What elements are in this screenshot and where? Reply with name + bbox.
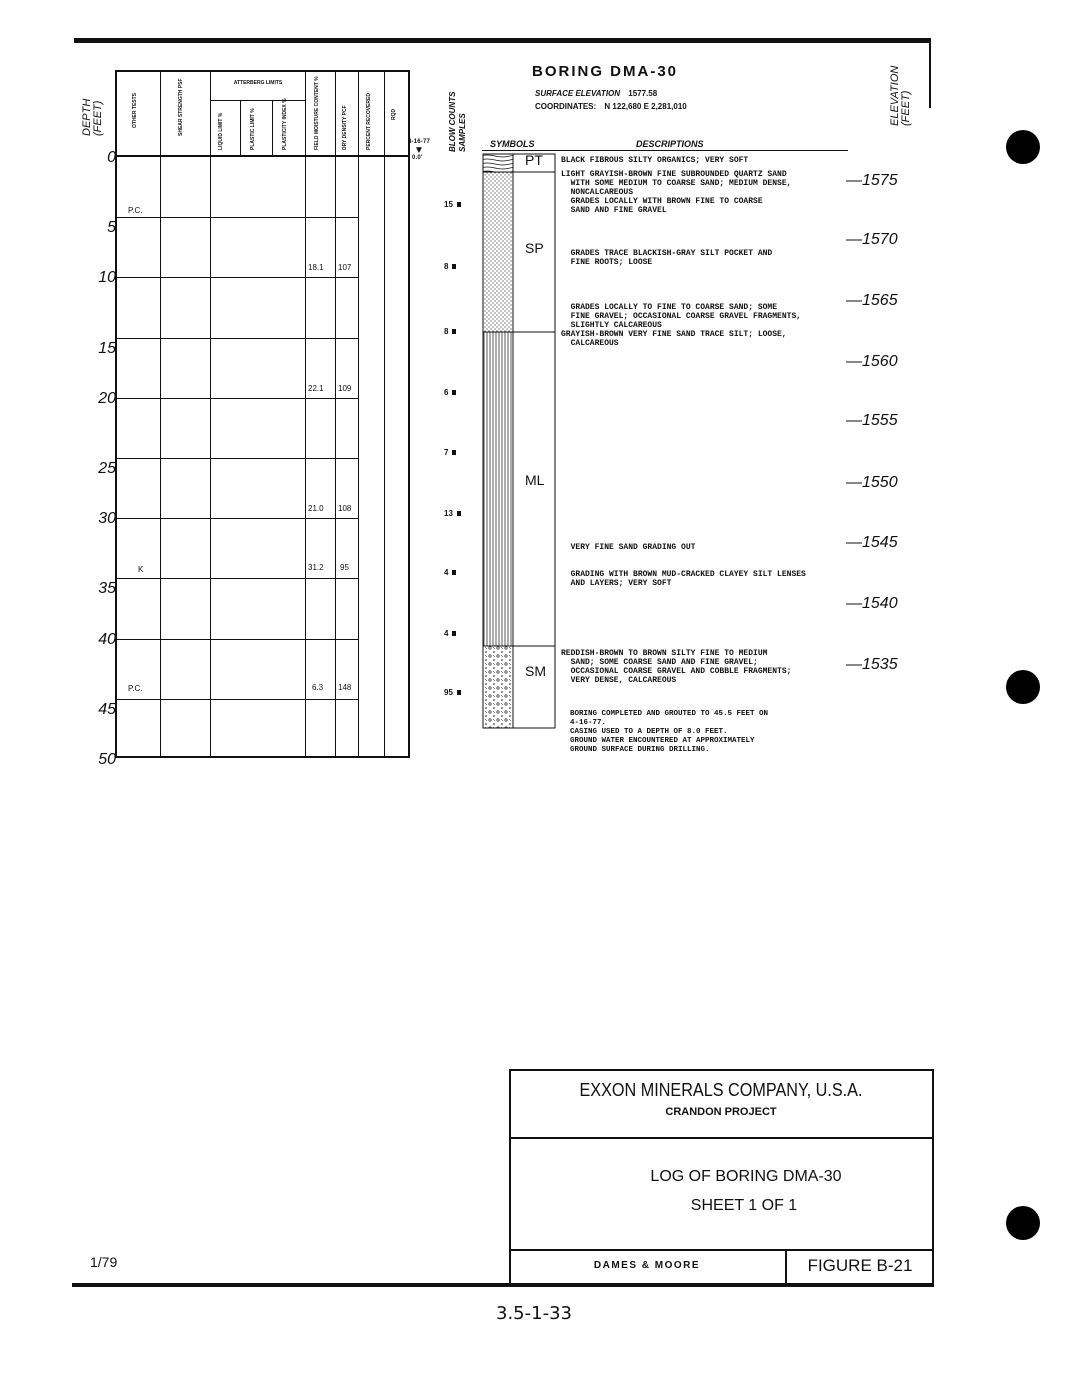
density-value: 148: [338, 683, 352, 692]
elevation-label: —1540: [846, 595, 898, 612]
depth-label: 45: [98, 700, 116, 718]
depth-gridline: [115, 699, 358, 700]
depth-label: 5: [107, 219, 116, 237]
depth-label: 30: [98, 510, 116, 528]
project-name: CRANDON PROJECT: [665, 1106, 777, 1118]
blow-count: 4: [444, 568, 472, 577]
surface-elevation: SURFACE ELEVATION 1577.58: [535, 89, 658, 98]
elevation-label: —1555: [846, 412, 898, 429]
col-line: [160, 70, 161, 756]
footer-date: 1/79: [90, 1254, 118, 1270]
header-other-tests: OTHER TESTS: [132, 92, 138, 128]
col-line: [384, 70, 385, 756]
header-moisture: FIELD MOISTURE CONTENT %: [314, 76, 320, 150]
header-dry-density: DRY DENSITY PCF: [342, 105, 348, 150]
blow-count: 8: [444, 262, 472, 271]
description: LIGHT GRAYISH-BROWN FINE SUBROUNDED QUARTZ SAND WITH SOME MEDIUM TO COARSE SAND; MEDIUM DENSE, NONCALCAREOUS GRADES LOCALLY WITH BROWN FINE TO COARSE SAND AND FINE GRAVEL: [561, 170, 792, 215]
right-border-top: [929, 38, 931, 108]
water-level-date: 4-16-77: [408, 139, 431, 145]
blow-count: 15: [444, 200, 472, 209]
depth-gridline: [115, 217, 358, 218]
density-value: 107: [338, 263, 352, 272]
pt-pattern: [483, 154, 513, 172]
symbol-sm: SM: [525, 663, 546, 679]
description: GRADES TRACE BLACKISH-GRAY SILT POCKET AND FINE ROOTS; LOOSE: [570, 249, 773, 267]
density-value: 108: [338, 504, 352, 513]
title-block-divider: [509, 1249, 933, 1251]
header-liquid-limit: LIQUID LIMIT %: [218, 112, 224, 150]
symbols-header: SYMBOLS: [490, 139, 535, 149]
depth-gridline: [115, 277, 358, 278]
ml-pattern: [483, 332, 513, 646]
header-rqd: RQD: [391, 108, 397, 120]
blow-count: 95: [444, 688, 472, 697]
header-shear-strength: SHEAR STRENGTH PSF: [178, 78, 184, 136]
water-level-depth: 0.0': [412, 155, 423, 161]
atterberg-line: [210, 100, 305, 101]
title-block-divider: [509, 1137, 933, 1139]
col-line: [335, 70, 336, 756]
depth-gridline: [115, 458, 358, 459]
depth-label: 10: [98, 269, 116, 287]
header-plasticity-index: PLASTICITY INDEX %: [282, 98, 288, 150]
depth-label: 50: [98, 751, 116, 768]
depth-label: 0: [107, 149, 116, 166]
depth-label: 25: [98, 460, 116, 477]
sm-pattern: [483, 646, 513, 728]
moisture-value: 6.3: [312, 683, 324, 692]
blow-count: 6: [444, 388, 472, 397]
test-k: K: [138, 565, 144, 574]
blow-count: 13: [444, 509, 472, 518]
depth-gridline: [115, 338, 358, 339]
depth-label: 15: [98, 339, 116, 357]
depth-label: 40: [98, 630, 116, 648]
header-plastic-limit: PLASTIC LIMIT %: [250, 108, 256, 150]
depth-axis-label: DEPTH (FEET): [81, 98, 104, 136]
symbol-pt: PT: [525, 152, 543, 168]
depth-gridline: [115, 639, 358, 640]
depth-gridline: [115, 398, 358, 399]
col-line: [210, 70, 211, 756]
col-line: [358, 70, 359, 756]
elevation-label: —1545: [846, 534, 898, 551]
water-level-icon: ▼: [414, 145, 424, 156]
elevation-label: —1560: [846, 353, 898, 370]
moisture-value: 21.0: [308, 504, 324, 513]
header-atterberg: ATTERBERG LIMITS: [233, 80, 283, 86]
elevation-label: —1535: [846, 656, 898, 673]
test-pc-1: P.C.: [128, 206, 143, 215]
boring-title: BORING DMA-30: [532, 63, 679, 80]
depth-gridline: [115, 518, 358, 519]
description: GRADING WITH BROWN MUD-CRACKED CLAYEY SILT LENSES AND LAYERS; VERY SOFT: [570, 570, 806, 588]
col-line: [272, 100, 273, 156]
header-separator: [115, 155, 408, 157]
page-number: 3.5-1-33: [496, 1303, 572, 1324]
firm-name: DAMES & MOORE: [593, 1260, 701, 1271]
moisture-value: 31.2: [308, 563, 324, 572]
moisture-value: 18.1: [308, 263, 324, 272]
depth-label: 20: [98, 389, 116, 407]
depth-gridline: [115, 578, 358, 579]
elevation-label: —1565: [846, 292, 898, 309]
blow-count: 4: [444, 629, 472, 638]
elevation-label: —1570: [846, 231, 898, 248]
company-name: EXXON MINERALS COMPANY, U.S.A.: [579, 1080, 863, 1100]
test-pc-2: P.C.: [128, 684, 143, 693]
symbol-ml: ML: [525, 472, 545, 488]
moisture-value: 22.1: [308, 384, 324, 393]
blow-count: 7: [444, 448, 472, 457]
elevation-label: —1550: [846, 474, 898, 491]
descriptions-header: DESCRIPTIONS: [636, 139, 704, 149]
blow-counts-header: BLOW COUNTS SAMPLES: [448, 91, 467, 152]
description: REDDISH-BROWN TO BROWN SILTY FINE TO MEDIUM SAND; SOME COARSE SAND AND FINE GRAVEL; OCCASIONAL COARSE GRAVEL AND COBBLE FRAGMENTS; VERY DENSE, CALCAREOUS: [561, 649, 792, 685]
binder-hole-top: [1006, 130, 1040, 164]
sp-pattern: [483, 172, 513, 332]
log-title: LOG OF BORING DMA-30: [650, 1168, 842, 1185]
description: VERY FINE SAND GRADING OUT: [561, 543, 696, 552]
sheet-number: SHEET 1 OF 1: [690, 1197, 798, 1214]
col-line: [240, 100, 241, 156]
binder-hole-bottom: [1006, 1206, 1040, 1240]
top-border: [74, 38, 930, 43]
description: BORING COMPLETED AND GROUTED TO 45.5 FEET ON 4-16-77. CASING USED TO A DEPTH OF 8.0 FEET. GROUND WATER ENCOUNTERED AT APPROXIMATELY GROUND SURFACE DURING DRILLING.: [570, 710, 769, 754]
blow-count: 8: [444, 327, 472, 336]
col-line: [305, 70, 306, 756]
coordinates: COORDINATES: N 122,680 E 2,281,010: [535, 102, 687, 111]
figure-number: FIGURE B-21: [807, 1256, 913, 1275]
elevation-axis-label: ELEVATION (FEET): [889, 65, 912, 126]
description: GRADES LOCALLY TO FINE TO COARSE SAND; SOME FINE GRAVEL; OCCASIONAL COARSE GRAVEL FRAGMENTS, SLIGHTLY CALCAREOUS GRAYISH-BROWN VERY FINE SAND TRACE SILT; LOOSE, CALCAREOUS: [561, 303, 802, 348]
depth-label: 35: [98, 580, 116, 598]
description: BLACK FIBROUS SILTY ORGANICS; VERY SOFT: [561, 156, 749, 165]
elevation-label: —1575: [846, 172, 898, 189]
density-value: 95: [340, 563, 349, 572]
symbol-sp: SP: [525, 240, 544, 256]
header-percent-recovered: PERCENT RECOVERED: [366, 93, 372, 150]
density-value: 109: [338, 384, 352, 393]
binder-hole-middle: [1006, 670, 1040, 704]
strata-column: [480, 150, 558, 730]
